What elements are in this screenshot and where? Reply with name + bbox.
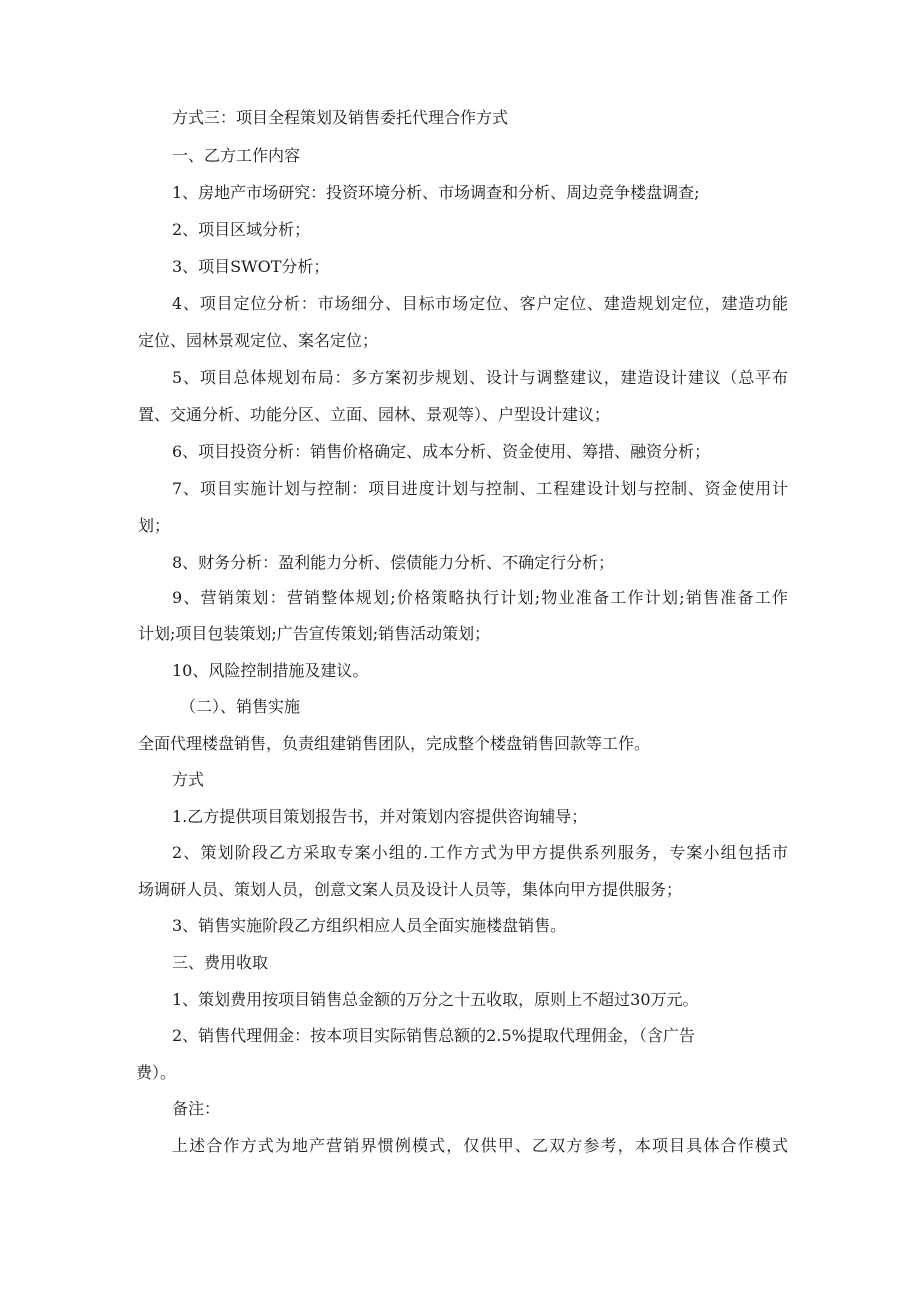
list-item-2: 2、项目区域分析； xyxy=(172,220,311,239)
fee-item-1: 1、策划费用按项目销售总金额的万分之十五收取，原则上不超过30万元。 xyxy=(172,990,699,1009)
list-item-9-line-1: 9、营销策划：营销整体规划;价格策略执行计划;物业准备工作计划;销售准备工作 xyxy=(172,588,788,607)
list-item-10: 10、风险控制措施及建议。 xyxy=(172,661,369,680)
list-item-4-line-1: 4、项目定位分析：市场细分、目标市场定位、客户定位、建造规划定位，建造功能 xyxy=(172,294,788,313)
list-item-8: 8、财务分析：盈利能力分析、偿债能力分析、不确定行分析； xyxy=(172,553,615,572)
list-item-5-line-1: 5、项目总体规划布局：多方案初步规划、设计与调整建议，建造设计建议（总平布 xyxy=(172,368,788,387)
section-heading-fees: 三、费用收取 xyxy=(172,953,269,972)
list-item-5-line-2: 置、交通分析、功能分区、立面、园林、景观等）、户型设计建议； xyxy=(138,405,611,424)
sales-implementation-paragraph: 全面代理楼盘销售，负责组建销售团队，完成整个楼盘销售回款等工作。 xyxy=(138,734,651,753)
fee-item-2-line-2: 费）。 xyxy=(136,1063,177,1082)
section-heading-party-b-work: 一、乙方工作内容 xyxy=(172,146,301,165)
list-item-3: 3、项目SWOT分析； xyxy=(172,257,330,276)
fee-item-2-line-1: 2、销售代理佣金：按本项目实际销售总额的2.5%提取代理佣金，（含广告 xyxy=(172,1026,695,1045)
list-item-7-line-1: 7、项目实施计划与控制：项目进度计划与控制、工程建设计划与控制、资金使用计 xyxy=(172,479,788,498)
method-heading: 方式 xyxy=(172,770,205,789)
remarks-paragraph: 上述合作方式为地产营销界惯例模式，仅供甲、乙双方参考，本项目具体合作模式 xyxy=(172,1136,788,1155)
list-item-1: 1、房地产市场研究：投资环境分析、市场调查和分析、周边竞争楼盘调查; xyxy=(172,183,700,202)
method-item-1: 1.乙方提供项目策划报告书，并对策划内容提供咨询辅导； xyxy=(172,807,588,826)
remarks-heading: 备注： xyxy=(172,1099,221,1118)
heading-method-three: 方式三：项目全程策划及销售委托代理合作方式 xyxy=(172,108,509,127)
method-item-2-line-1: 2、策划阶段乙方采取专案小组的.工作方式为甲方提供系列服务，专案小组包括市 xyxy=(172,843,788,862)
method-item-3: 3、销售实施阶段乙方组织相应人员全面实施楼盘销售。 xyxy=(172,916,567,935)
list-item-4-line-2: 定位、园林景观定位、案名定位； xyxy=(138,331,379,350)
list-item-9-line-2: 计划;项目包装策划;广告宣传策划;销售活动策划； xyxy=(138,624,491,643)
list-item-7-line-2: 划； xyxy=(138,516,171,535)
list-item-6: 6、项目投资分析：销售价格确定、成本分析、资金使用、筹措、融资分析； xyxy=(172,442,711,461)
section-heading-sales-implementation: （二）、销售实施 xyxy=(180,697,301,716)
method-item-2-line-2: 场调研人员、策划人员，创意文案人员及设计人员等，集体向甲方提供服务； xyxy=(138,880,683,899)
